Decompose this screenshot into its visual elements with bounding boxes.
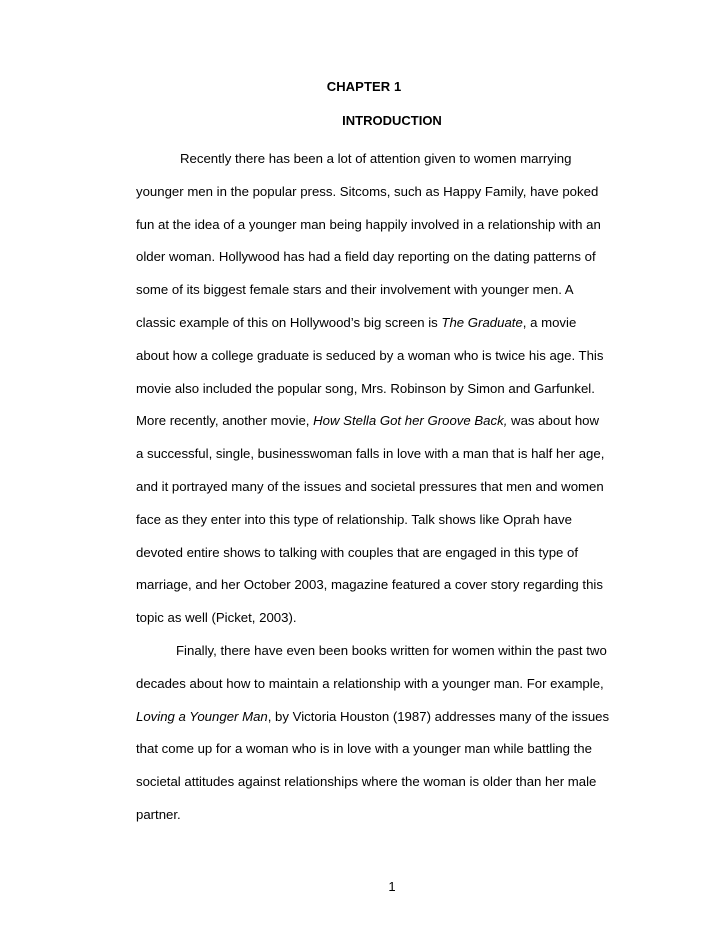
paragraph-1-line-11: and it portrayed many of the issues and societal pressures that men and women — [136, 478, 604, 494]
paragraph-1-line-10: a successful, single, businesswoman falls in love with a man that is half her age, — [136, 446, 605, 462]
paragraph-1-line-15: topic as well (Picket, 2003). — [136, 610, 297, 626]
chapter-heading: CHAPTER 1 — [326, 79, 402, 94]
paragraph-1-line-6 — [136, 307, 656, 340]
paragraph-2-line-1: Finally, there have even been books written for women within the past two — [176, 642, 607, 658]
paragraph-2-line-5: societal attitudes against relationships where the woman is older than her male — [136, 774, 597, 790]
paragraph-1-line-9 — [136, 405, 656, 438]
paragraph-2-line-6: partner. — [136, 806, 181, 822]
paragraph-2-line-3 — [136, 701, 656, 734]
paragraph-1-line-14: marriage, and her October 2003, magazine featured a cover story regarding this — [136, 577, 603, 593]
paragraph-1-line-5: some of its biggest female stars and their involvement with younger men. A — [136, 282, 574, 298]
film-title-the-graduate: The Graduate — [441, 314, 523, 330]
page-number: 1 — [388, 879, 396, 894]
paragraph-1-line-3: fun at the idea of a younger man being happily involved in a relationship with an — [136, 216, 601, 232]
text-run: , by Victoria Houston (1987) addresses many of the issues — [267, 708, 610, 724]
text-run: was about how — [507, 413, 600, 429]
paragraph-1-line-8: movie also included the popular song, Mrs. Robinson by Simon and Garfunkel. — [136, 380, 595, 396]
text-run: More recently, another movie, — [136, 413, 314, 429]
paragraph-1-line-4: older woman. Hollywood has had a field day reporting on the dating patterns of — [136, 249, 596, 265]
paragraph-1-line-1: Recently there has been a lot of attention given to women marrying — [180, 151, 572, 166]
text-run: classic example of this on Hollywood’s big screen is — [136, 314, 442, 330]
section-title: INTRODUCTION — [342, 113, 442, 128]
text-run: , a movie — [522, 314, 577, 330]
paragraph-1-line-12: face as they enter into this type of relationship. Talk shows like Oprah have — [136, 511, 572, 527]
paragraph-1-line-13: devoted entire shows to talking with couples that are engaged in this type of — [136, 544, 579, 560]
paragraph-1-line-7: about how a college graduate is seduced by a woman who is twice his age. This — [136, 347, 604, 363]
film-title-how-stella: How Stella Got her Groove Back, — [313, 413, 508, 429]
paragraph-1-line-2: younger men in the popular press. Sitcoms, such as Happy Family, have poked — [136, 183, 599, 199]
book-title-loving-a-younger-man: Loving a Younger Man — [136, 708, 268, 724]
body-text — [136, 143, 656, 832]
paragraph-2-line-2: decades about how to maintain a relationship with a younger man. For example, — [136, 675, 604, 691]
paragraph-2-line-4: that come up for a woman who is in love with a younger man while battling the — [136, 741, 592, 757]
